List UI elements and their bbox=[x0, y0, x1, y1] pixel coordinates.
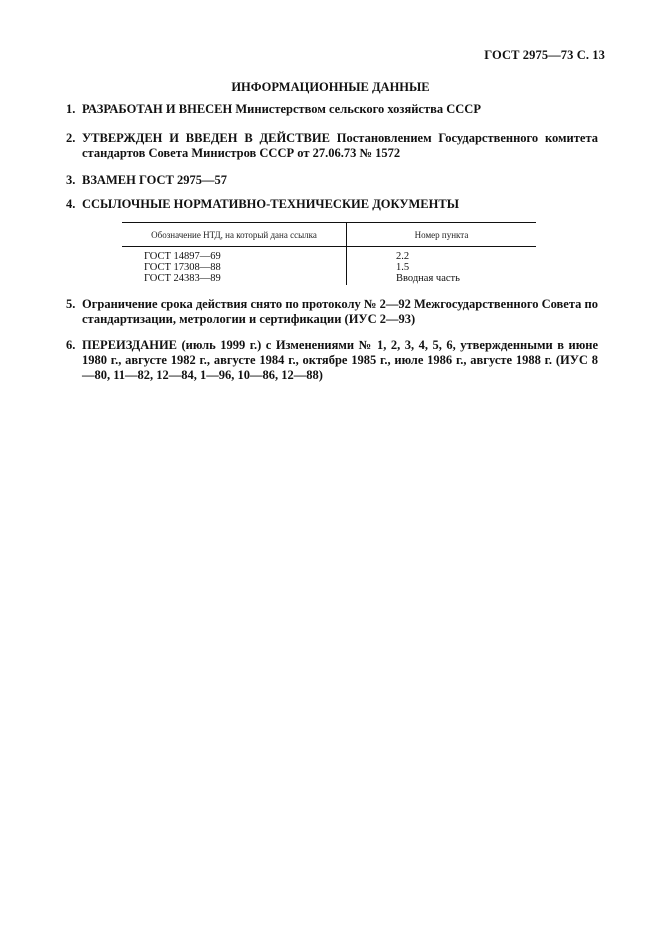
table-row bbox=[122, 251, 536, 262]
item-text: Ограничение срока действия снято по протоколу № 2—92 Межгосударственного Совета по стандартизации, метрологии и сертификации (ИУС 2—93) bbox=[82, 297, 598, 326]
item-number: 3. bbox=[66, 173, 76, 187]
item-text: ПЕРЕИЗДАНИЕ (июль 1999 г.) с Изменениями № 1, 2, 3, 4, 5, 6, утвержденными в июне 1980 г., августе 1982 г., августе 1984 г., октябре 1985 г., июле 1986 г., августе 1988 г. (ИУС 8—80, 11—82, 12—84, 1—96, 10—86, 12—88) bbox=[82, 338, 598, 382]
item-text: РАЗРАБОТАН И ВНЕСЕН Министерством сельского хозяйства СССР bbox=[82, 102, 481, 116]
item-number: 4. bbox=[66, 197, 76, 211]
info-item-2 bbox=[66, 131, 598, 161]
item-number: 5. bbox=[66, 297, 76, 311]
info-item-4 bbox=[66, 197, 598, 212]
item-number: 1. bbox=[66, 102, 76, 116]
info-item-3 bbox=[66, 173, 598, 188]
reference-documents-table bbox=[122, 222, 536, 284]
page-header: ГОСТ 2975—73 С. 13 bbox=[484, 48, 605, 62]
cell-doc: ГОСТ 24383—89 bbox=[144, 273, 221, 284]
cell-clause: Вводная часть bbox=[396, 273, 460, 284]
cell-clause: 1.5 bbox=[396, 262, 410, 273]
cell-doc: ГОСТ 17308—88 bbox=[144, 262, 221, 273]
header-doc-designation: Обозначение НТД, на который дана ссылка bbox=[151, 230, 317, 240]
item-text: ССЫЛОЧНЫЕ НОРМАТИВНО-ТЕХНИЧЕСКИЕ ДОКУМЕНТЫ bbox=[82, 197, 459, 211]
header-clause-number: Номер пункта bbox=[414, 230, 469, 240]
item-text: ВЗАМЕН ГОСТ 2975—57 bbox=[82, 173, 227, 187]
document-title: ИНФОРМАЦИОННЫЕ ДАННЫЕ bbox=[231, 80, 430, 94]
cell-clause: 2.2 bbox=[396, 251, 410, 262]
table-row bbox=[122, 262, 536, 273]
table-row bbox=[122, 273, 536, 284]
table-body bbox=[122, 247, 536, 284]
cell-doc: ГОСТ 14897—69 bbox=[144, 251, 221, 262]
info-item-5 bbox=[66, 297, 598, 327]
table-header bbox=[122, 223, 536, 247]
item-number: 2. bbox=[66, 131, 76, 145]
item-number: 6. bbox=[66, 338, 76, 352]
info-item-1 bbox=[66, 102, 598, 117]
info-item-6 bbox=[66, 338, 598, 383]
item-text: УТВЕРЖДЕН И ВВЕДЕН В ДЕЙСТВИЕ Постановлением Государственного комитета стандартов Совета Министров СССР от 27.06.73 № 1572 bbox=[82, 131, 598, 160]
